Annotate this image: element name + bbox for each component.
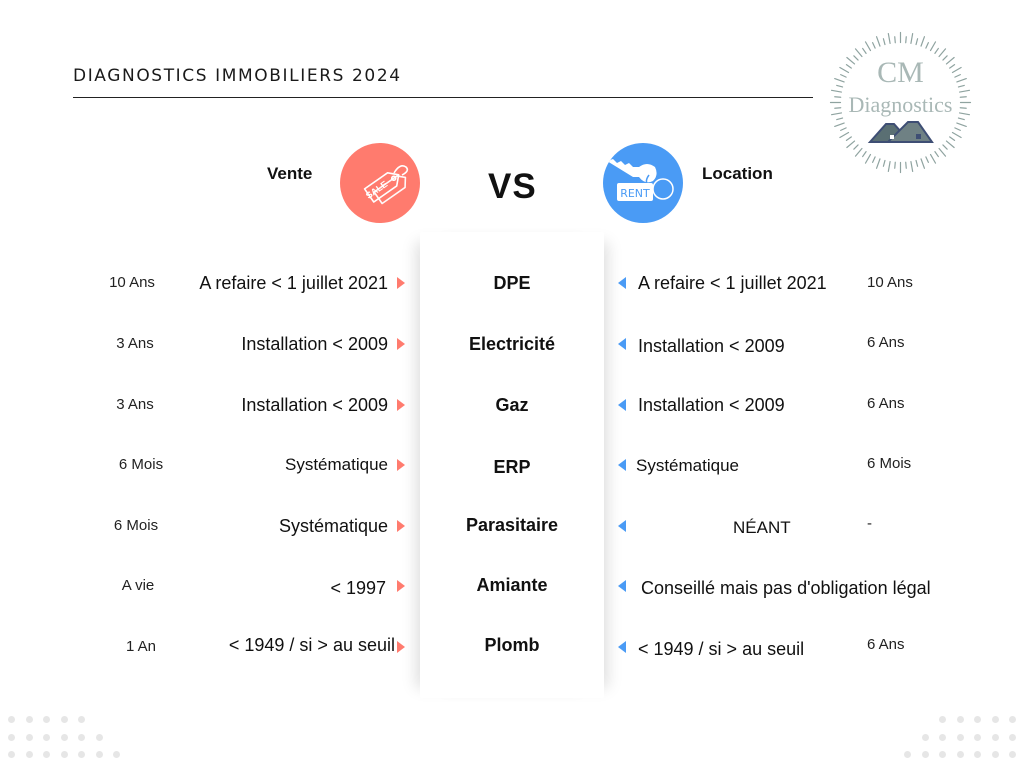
dot bbox=[922, 751, 929, 758]
rent-key-icon bbox=[603, 143, 683, 223]
location-duration: 6 Ans bbox=[867, 334, 905, 351]
table-row-amiante bbox=[0, 576, 1024, 606]
location-value: Installation < 2009 bbox=[638, 336, 785, 356]
arrow-left-icon bbox=[618, 520, 626, 532]
dot bbox=[1009, 716, 1016, 723]
table-row-electricite bbox=[0, 334, 1024, 364]
arrow-left-icon bbox=[618, 641, 626, 653]
arrow-left-icon bbox=[618, 580, 626, 592]
diagnostic-name: DPE bbox=[493, 273, 531, 293]
dot bbox=[8, 716, 15, 723]
dot bbox=[992, 716, 999, 723]
dot bbox=[974, 716, 981, 723]
arrow-right-icon bbox=[397, 641, 405, 653]
dot bbox=[26, 716, 33, 723]
dot bbox=[1009, 734, 1016, 741]
diagnostic-name: Electricité bbox=[468, 334, 556, 354]
vente-duration: 6 Mois bbox=[113, 517, 159, 534]
vente-duration: 3 Ans bbox=[116, 396, 154, 413]
vente-duration: 10 Ans bbox=[109, 274, 155, 291]
title-divider bbox=[73, 97, 813, 98]
diagnostic-name: Parasitaire bbox=[465, 515, 559, 535]
dot bbox=[957, 716, 964, 723]
table-row-parasitaire bbox=[0, 516, 1024, 546]
diagnostic-name: Plomb bbox=[484, 635, 540, 655]
sale-tag-icon bbox=[340, 143, 420, 223]
location-duration: 6 Mois bbox=[867, 455, 912, 472]
svg-text:RENT: RENT bbox=[620, 187, 650, 200]
dot bbox=[904, 751, 911, 758]
dot bbox=[992, 751, 999, 758]
dot bbox=[43, 751, 50, 758]
arrow-right-icon bbox=[397, 277, 405, 289]
location-value: NÉANT bbox=[733, 518, 791, 537]
vente-duration: 3 Ans bbox=[116, 335, 154, 352]
diagnostic-name: Gaz bbox=[495, 395, 529, 415]
dot bbox=[78, 751, 85, 758]
dot bbox=[78, 716, 85, 723]
dot bbox=[922, 734, 929, 741]
page-title: DIAGNOSTICS IMMOBILIERS 2024 bbox=[73, 66, 402, 86]
location-value: Conseillé mais pas d'obligation légal bbox=[641, 578, 931, 598]
house-roof-icon bbox=[870, 122, 932, 142]
dot bbox=[1009, 751, 1016, 758]
location-duration: 6 Ans bbox=[867, 395, 905, 412]
arrow-right-icon bbox=[397, 580, 405, 592]
vs-label: VS bbox=[488, 167, 537, 206]
table-row-gaz bbox=[0, 395, 1024, 425]
vente-value: Installation < 2009 bbox=[241, 334, 388, 354]
vente-value: A refaire < 1 juillet 2021 bbox=[199, 273, 388, 293]
logo-cm-text: CM bbox=[877, 56, 924, 89]
location-value: Systématique bbox=[636, 456, 739, 475]
location-duration: - bbox=[867, 515, 872, 532]
dot bbox=[78, 734, 85, 741]
table-row-erp bbox=[0, 455, 1024, 485]
dot bbox=[26, 751, 33, 758]
dot bbox=[26, 734, 33, 741]
dot bbox=[61, 734, 68, 741]
dot bbox=[8, 734, 15, 741]
vente-value: Systématique bbox=[278, 516, 388, 536]
table-row-dpe bbox=[0, 273, 1024, 303]
vente-value: < 1997 bbox=[330, 578, 386, 598]
vente-value: Systématique bbox=[285, 455, 388, 474]
vente-duration: 1 An bbox=[125, 638, 157, 655]
dot bbox=[974, 734, 981, 741]
arrow-left-icon bbox=[618, 338, 626, 350]
vente-label: Vente bbox=[267, 164, 313, 183]
dot bbox=[974, 751, 981, 758]
arrow-right-icon bbox=[397, 459, 405, 471]
dot bbox=[8, 751, 15, 758]
location-value: Installation < 2009 bbox=[638, 395, 785, 415]
location-value: A refaire < 1 juillet 2021 bbox=[638, 273, 827, 293]
svg-text:SALE: SALE bbox=[363, 178, 390, 201]
vente-value: Installation < 2009 bbox=[241, 395, 388, 415]
vente-value: < 1949 / si > au seuil bbox=[228, 635, 395, 655]
location-duration: 6 Ans bbox=[867, 636, 905, 653]
location-duration: 10 Ans bbox=[867, 274, 913, 291]
dot bbox=[96, 734, 103, 741]
dot bbox=[43, 716, 50, 723]
diagnostic-name: ERP bbox=[493, 457, 531, 477]
dot bbox=[61, 716, 68, 723]
dot bbox=[939, 716, 946, 723]
location-value: < 1949 / si > au seuil bbox=[638, 639, 805, 659]
dot bbox=[113, 751, 120, 758]
arrow-left-icon bbox=[618, 399, 626, 411]
arrow-left-icon bbox=[618, 277, 626, 289]
location-label: Location bbox=[702, 164, 773, 183]
dot bbox=[957, 751, 964, 758]
dot bbox=[939, 734, 946, 741]
cm-diagnostics-logo bbox=[828, 30, 973, 175]
vente-duration: A vie bbox=[121, 577, 155, 594]
arrow-left-icon bbox=[618, 459, 626, 471]
arrow-right-icon bbox=[397, 338, 405, 350]
dot bbox=[957, 734, 964, 741]
dot bbox=[43, 734, 50, 741]
arrow-right-icon bbox=[397, 399, 405, 411]
logo-diagnostics-text: Diagnostics bbox=[848, 92, 953, 117]
logo-sunburst-icon bbox=[828, 30, 973, 175]
vente-duration: 6 Mois bbox=[118, 456, 164, 473]
dot bbox=[61, 751, 68, 758]
dot bbox=[992, 734, 999, 741]
arrow-right-icon bbox=[397, 520, 405, 532]
dot bbox=[96, 751, 103, 758]
table-row-plomb bbox=[0, 636, 1024, 666]
dot bbox=[939, 751, 946, 758]
diagnostic-name: Amiante bbox=[476, 575, 548, 595]
